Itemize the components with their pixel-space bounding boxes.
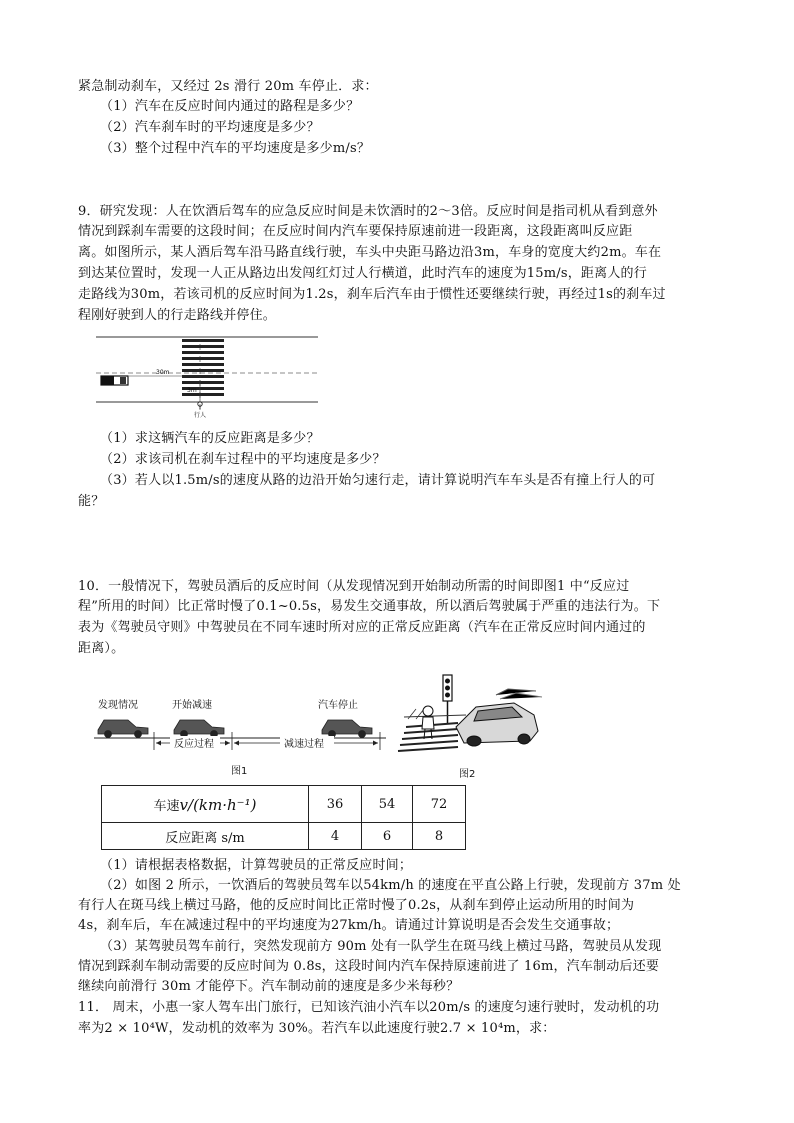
q11-line-2: 率为2 × 10⁴W，发动机的效率为 30%。若汽车以此速度行驶2.7 × 10⁴m，求：: [78, 1021, 556, 1036]
q9-line-4: 到达某位置时，发现一人正从路边出发闯红灯过人行横道，此时汽车的速度为15m/s，距离人的行: [78, 266, 647, 281]
q9-sub-1: （1）求这辆汽车的反应距离是多少？: [100, 431, 320, 446]
car-icon: [456, 689, 542, 746]
label-3m: 3m: [187, 387, 197, 394]
q10-figure-2: [396, 665, 546, 784]
pedestrian-icon: [422, 706, 434, 739]
q9-sub-3a: （3）若人以1.5m/s的速度从路的边沿开始匀速行走，请计算说明汽车车头是否有撞上行人的可: [100, 473, 656, 488]
table-cell-dist-2: 6: [362, 823, 413, 850]
q8-line-1: 紧急制动刹车，又经过 2s 滑行 20m 车停止．求：: [78, 79, 378, 94]
label-decel: 减速过程: [284, 739, 324, 750]
label-reaction: 反应过程: [174, 739, 214, 750]
q10-sub-2a: （2）如图 2 所示，一饮酒后的驾驶员驾车以54km/h 的速度在平直公路上行驶，发现前方 37m 处: [100, 878, 681, 893]
q10-line-4: 距离）。: [78, 641, 125, 656]
q10-line-1: 10．一般情况下，驾驶员酒后的反应时间（从发现情况到开始制动所需的时间即图1 中“反应过: [78, 579, 630, 594]
table-cell-speed-2: 54: [362, 786, 413, 823]
car-icon: [98, 720, 148, 738]
reaction-distance-table: [101, 785, 466, 850]
q10-sub-2c: 4s，刹车后，车在减速过程中的平均速度为27km/h。请通过计算说明是否会发生交通事故；: [78, 918, 620, 933]
q10-sub-2b: 有行人在斑马线上横过马路，他的反应时间比正常时慢了0.2s，从刹车到停止运动所用的时间为: [78, 898, 635, 913]
table-cell-dist-3: 8: [413, 823, 466, 850]
q8-sub-1: （1）汽车在反应时间内通过的路程是多少？: [100, 99, 360, 114]
table-header-speed: 车速v/(km·h⁻¹): [102, 786, 309, 823]
q9-sub-2: （2）求该司机在刹车过程中的平均速度是多少？: [100, 452, 386, 467]
table-cell-speed-3: 72: [413, 786, 466, 823]
q9-line-2: 情况到踩刹车需要的这段时间；在反应时间内汽车要保持原速前进一段距离，这段距离叫反应距: [78, 224, 633, 239]
label-stop: 汽车停止: [318, 700, 358, 711]
q9-road-figure: [96, 330, 318, 420]
car-icon: [101, 376, 128, 385]
q9-line-6: 程刚好驶到人的行走路线并停住。: [78, 308, 277, 323]
table-cell-speed-1: 36: [309, 786, 362, 823]
figure-2-caption: 图2: [459, 769, 476, 780]
q8-sub-2: （2）汽车刹车时的平均速度是多少？: [100, 120, 320, 135]
q10-sub-3c: 继续向前滑行 30m 才能停下。汽车制动前的速度是多少米每秒？: [78, 979, 460, 994]
figure-1-caption: 图1: [231, 766, 248, 777]
table-cell-dist-1: 4: [309, 823, 362, 850]
q8-sub-3: （3）整个过程中汽车的平均速度是多少m/s？: [100, 141, 371, 156]
q11-line-1: 11． 周末，小惠一家人驾车出门旅行，已知该汽油小汽车以20m/s 的速度匀速行驶时，发动机的功: [78, 1000, 660, 1015]
label-found: 发现情况: [98, 700, 138, 711]
q10-sub-1: （1）请根据表格数据，计算驾驶员的正常反应时间；: [100, 858, 413, 873]
q10-sub-3a: （3）某驾驶员驾车前行，突然发现前方 90m 处有一队学生在斑马线上横过马路，驾驶员从发现: [100, 939, 662, 954]
label-pedestrian: 行人: [194, 412, 207, 419]
label-30m: 30m: [156, 369, 170, 376]
q10-line-2: 程”所用的时间）比正常时慢了0.1~0.5s，易发生交通事故，所以酒后驾驶属于严重的违法行为。下: [78, 599, 661, 614]
q9-sub-3b: 能？: [78, 494, 105, 509]
car-icon: [322, 720, 372, 738]
car-icon: [174, 720, 224, 738]
q10-figure-1: [90, 692, 390, 784]
q9-line-3: 离。如图所示，某人酒后驾车沿马路直线行驶，车头中央距马路边沿3m，车身的宽度大约2m。车在: [78, 245, 662, 260]
table-header-distance: 反应距离 s/m: [102, 823, 309, 850]
q9-line-5: 走路线为30m，若该司机的反应时间为1.2s，刹车后汽车由于惯性还要继续行驶，再经过1s的刹车过: [78, 287, 666, 302]
q9-line-1: 9．研究发现：人在饮酒后驾车的应急反应时间是未饮酒时的2～3倍。反应时间是指司机从看到意外: [78, 204, 658, 219]
q10-line-3: 表为《驾驶员守则》中驾驶员在不同车速时所对应的正常反应距离（汽车在正常反应时间内通过的: [78, 620, 646, 635]
q10-sub-3b: 情况到踩刹车制动需要的反应时间为 0.8s，这段时间内汽车保持原速前进了 16m，汽车制动后还要: [78, 959, 660, 974]
label-start-decel: 开始减速: [172, 700, 212, 711]
